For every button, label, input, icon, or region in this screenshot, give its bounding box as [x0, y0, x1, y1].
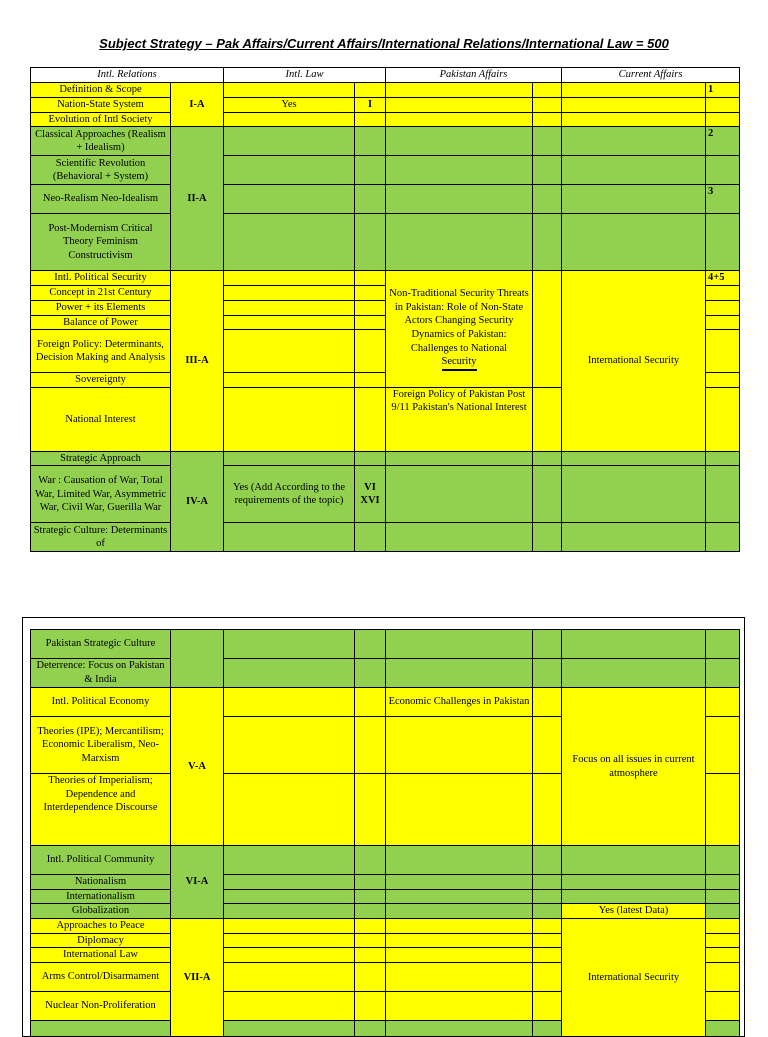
strategy-table-2 [30, 629, 740, 1037]
pak-nts: Non-Traditional Security Threats in Pakistan: Role of Non-State Actors Changing Security Dynamics of Pakistan: Challenges to National [389, 288, 529, 354]
ir-topic: Globalization [31, 904, 171, 919]
paper-number: 4+5 [706, 271, 740, 286]
ir-topic: Pakistan Strategic Culture [31, 630, 171, 659]
header-current-affairs: Current Affairs [562, 68, 740, 83]
table-row [31, 185, 740, 214]
section-code: II-A [171, 127, 224, 271]
ir-topic: Concept in 21st Century [31, 286, 171, 301]
ir-topic: Diplomacy [31, 933, 171, 948]
table-row [31, 688, 740, 717]
table-row [31, 918, 740, 933]
ir-topic: Nuclear Non-Proliferation [31, 991, 171, 1020]
table-row [31, 97, 740, 112]
table-row [31, 214, 740, 271]
ir-topic: Classical Approaches (Realism + Idealism) [31, 127, 171, 156]
law-status: Yes (Add According to the requirements of the topic) [224, 466, 355, 523]
header-pakistan-affairs: Pakistan Affairs [386, 68, 562, 83]
section-code: I-A [171, 82, 224, 127]
section-code: III-A [171, 271, 224, 452]
ir-topic: Sovereignty [31, 373, 171, 388]
pak-security: Security [442, 355, 477, 371]
table-row [31, 630, 740, 659]
ir-topic: Definition & Scope [31, 82, 171, 97]
table-row [31, 875, 740, 890]
ca-focus: Focus on all issues in current atmosphere [562, 688, 706, 846]
paper-number: 2 [706, 127, 740, 156]
ir-topic: Strategic Approach [31, 451, 171, 466]
ir-topic: Intl. Political Economy [31, 688, 171, 717]
ir-topic: Arms Control/Disarmament [31, 962, 171, 991]
section-code: IV-A [171, 451, 224, 552]
ir-topic: Approaches to Peace [31, 918, 171, 933]
paper-number: 3 [706, 185, 740, 214]
table-row [31, 271, 740, 286]
ir-topic: Power + its Elements [31, 300, 171, 315]
ir-topic: National Interest [31, 387, 171, 451]
table-row [31, 112, 740, 127]
ir-topic: Internationalism [31, 889, 171, 904]
ir-topic: War : Causation of War, Total War, Limited War, Asymmetric War, Civil War, Guerilla War [31, 466, 171, 523]
table-row [31, 659, 740, 688]
ir-topic: Intl. Political Community [31, 846, 171, 875]
ir-topic: Strategic Culture: Determinants of [31, 523, 171, 552]
page-title: Subject Strategy – Pak Affairs/Current Affairs/International Relations/International Law = 500 [99, 36, 669, 51]
ir-topic: Theories (IPE); Mercantilism; Economic Liberalism, Neo-Marxism [31, 717, 171, 774]
ca-latest-data: Yes (latest Data) [562, 904, 706, 919]
ir-topic: Balance of Power [31, 315, 171, 330]
paper-number: 1 [706, 82, 740, 97]
ir-topic: Nationalism [31, 875, 171, 890]
pak-foreign-policy: Foreign Policy of Pakistan Post 9/11 Pakistan's National Interest [386, 387, 533, 451]
ir-topic: Scientific Revolution (Behavioral + System) [31, 156, 171, 185]
table-row [31, 904, 740, 919]
ca-security: International Security [562, 918, 706, 1036]
table-row [31, 82, 740, 97]
pak-economic: Economic Challenges in Pakistan [386, 688, 533, 717]
ir-topic: Foreign Policy: Determinants, Decision Making and Analysis [31, 330, 171, 373]
table-row [31, 889, 740, 904]
ir-topic: Post-Modernism Critical Theory Feminism Constructivism [31, 214, 171, 271]
header-intl-law: Intl. Law [224, 68, 386, 83]
law-code: VI XVI [355, 466, 386, 523]
table-row [31, 156, 740, 185]
ir-topic: Theories of Imperialism; Dependence and Interdependence Discourse [31, 774, 171, 846]
table-row [31, 127, 740, 156]
ir-topic: Nation-State System [31, 97, 171, 112]
section-code: V-A [171, 688, 224, 846]
ir-topic: Evolution of Intl Society [31, 112, 171, 127]
ir-topic: Neo-Realism Neo-Idealism [31, 185, 171, 214]
table-row [31, 523, 740, 552]
ca-security: International Security [562, 271, 706, 452]
pak-security-cell [386, 271, 533, 388]
ir-topic: Intl. Political Security [31, 271, 171, 286]
section-code: VI-A [171, 846, 224, 919]
table-row [31, 451, 740, 466]
law-status: Yes [224, 97, 355, 112]
strategy-table-1 [30, 67, 740, 552]
header-row [31, 68, 740, 83]
ir-topic: Deterrence: Focus on Pakistan & India [31, 659, 171, 688]
header-intl-relations: Intl. Relations [31, 68, 224, 83]
law-code: I [355, 97, 386, 112]
table-row [31, 466, 740, 523]
ir-topic: International Law [31, 948, 171, 963]
table-row [31, 846, 740, 875]
section-code: VII-A [171, 918, 224, 1036]
